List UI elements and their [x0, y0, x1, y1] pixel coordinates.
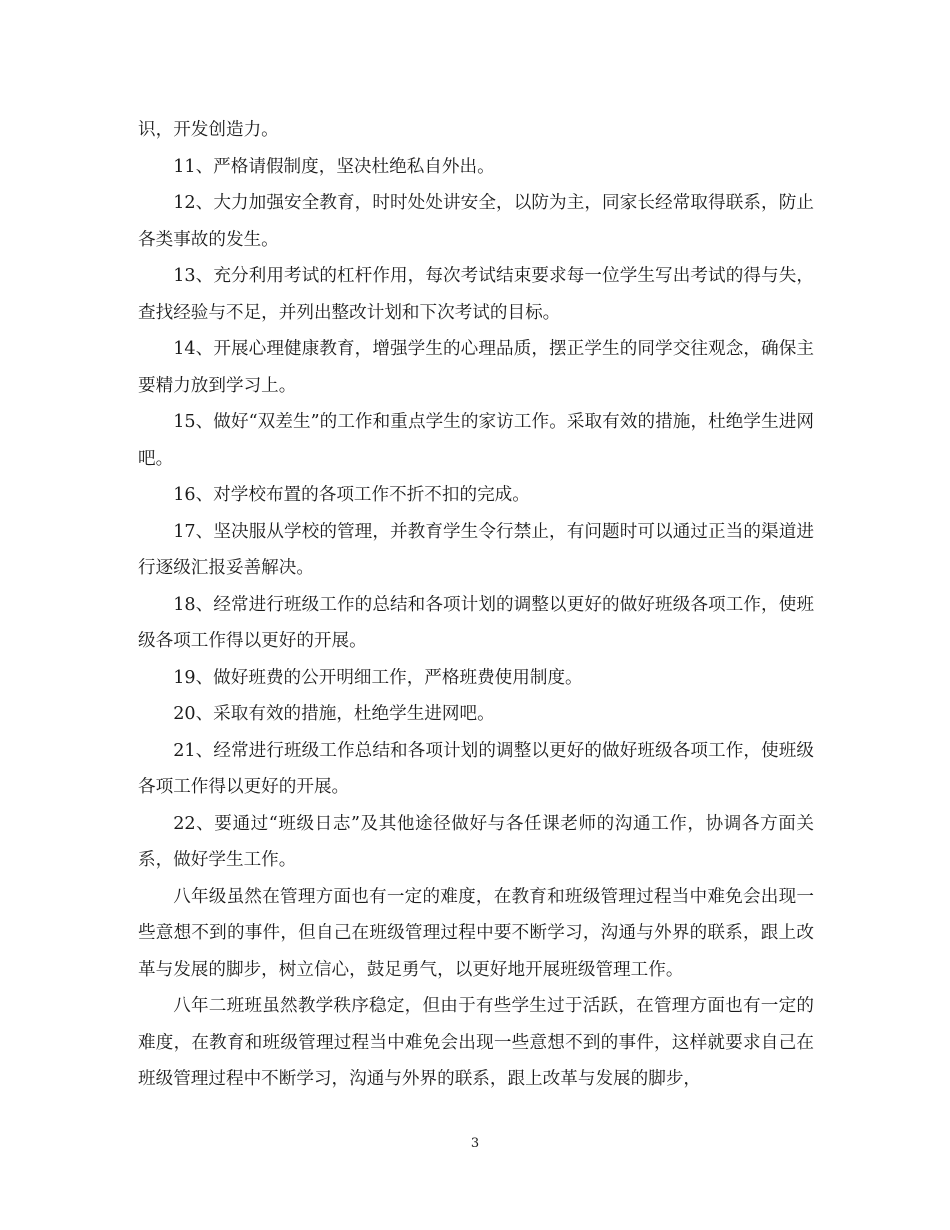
paragraph: 识，开发创造力。: [138, 120, 279, 140]
paragraph: 12、大力加强安全教育，时时处处讲安全，以防为主，同家长经常取得联系，防止各类事故的发生。: [138, 193, 814, 250]
paragraph: 八年二班班虽然教学秩序稳定，但由于有些学生过于活跃，在管理方面也有一定的难度，在教育和班级管理过程当中难免会出现一些意想不到的事件，这样就要求自己在班级管理过程中不断学习，沟通与外界的联系，跟上改革与发展的脚步，: [138, 996, 814, 1089]
paragraph: 17、坚决服从学校的管理，并教育学生令行禁止，有问题时可以通过正当的渠道进行逐级汇报妥善解决。: [138, 521, 814, 578]
paragraph: 18、经常进行班级工作的总结和各项计划的调整以更好的做好班级各项工作，使班级各项工作得以更好的开展。: [138, 594, 814, 651]
paragraph: 16、对学校布置的各项工作不折不扣的完成。: [173, 485, 530, 505]
paragraph: 13、充分利用考试的杠杆作用，每次考试结束要求每一位学生写出考试的得与失，查找经验与不足，并列出整改计划和下次考试的目标。: [138, 266, 814, 323]
paragraph: 22、要通过“班级日志”及其他途径做好与各任课老师的沟通工作，协调各方面关系，做好学生工作。: [138, 813, 814, 870]
page-number: 3: [470, 1136, 480, 1151]
body-text: [138, 112, 814, 1098]
paragraph: 15、做好“双差生”的工作和重点学生的家访工作。采取有效的措施，杜绝学生进网吧。: [138, 412, 814, 469]
paragraph: 19、做好班费的公开明细工作，严格班费使用制度。: [173, 667, 583, 688]
paragraph: 八年级虽然在管理方面也有一定的难度，在教育和班级管理过程当中难免会出现一些意想不到的事件，但自己在班级管理过程中要不断学习，沟通与外界的联系，跟上改革与发展的脚步，树立信心，鼓足勇气，以更好地开展班级管理工作。: [138, 886, 814, 980]
paragraph: 21、经常进行班级工作总结和各项计划的调整以更好的做好班级各项工作，使班级各项工作得以更好的开展。: [138, 740, 814, 797]
paragraph: 14、开展心理健康教育，增强学生的心理品质，摆正学生的同学交往观念，确保主要精力放到学习上。: [138, 339, 814, 396]
paragraph: 11、严格请假制度，坚决杜绝私自外出。: [173, 156, 495, 177]
paragraph: 20、采取有效的措施，杜绝学生进网吧。: [173, 704, 495, 724]
